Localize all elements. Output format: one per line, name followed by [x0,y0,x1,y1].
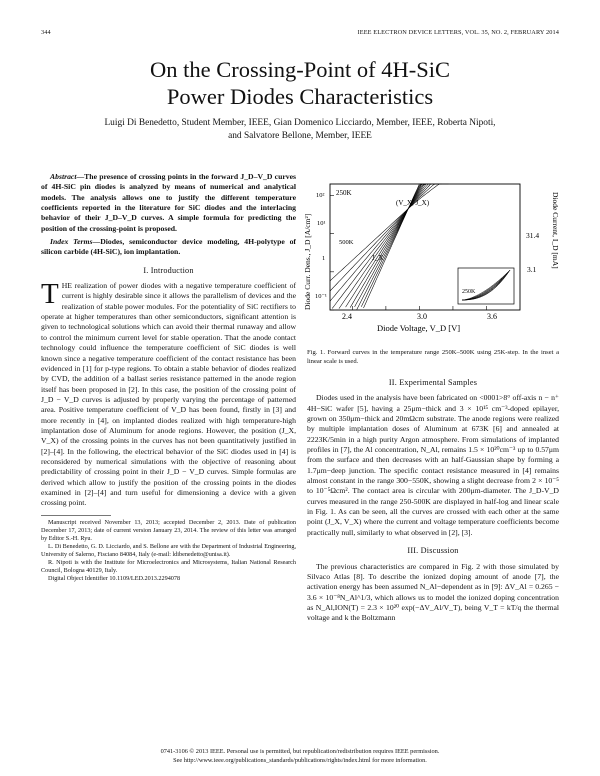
title-line-1: On the Crossing-Point of 4H-SiC [149,57,450,82]
author-list [60,117,540,142]
abstract: Abstract—The presence of crossing points in the forward J_D–V_D curves of 4H-SiC pin diodes is analyzed by means of numerical and analytical models. The analysis allows one to justify the different temperature coefficients reported in the literature for SiC diodes and the interlacing behavior of their J_D–V_D curves. A simple formula for predicting the position of the crossing-point is proposed. [41,172,296,233]
y-axis-label: Diode Curr. Dens., J_D [A/cm²] [303,213,312,310]
figure-1-caption: Fig. 1. Forward curves in the temperature range 250K–500K using 25K-step. In the inset a linear scale is used. [307,349,559,365]
footnotes [41,519,296,584]
y-tick-label: 10² [316,192,325,199]
experimental-paragraph: Diodes used in the analysis have been fabricated on <0001>8° off-axis n − n⁺ 4H−SiC wafer [5], having a 25μm−thick and 3 × 10¹⁵ cm⁻³-doped epilayer, grown on 350μm−thick and 20mΩcm substrate. The anode regions were realized by multiple implantation doses of Aluminum at 673K [6] and annealed at 2223K/5min in a high purity Argon atmosphere. From simulations of implanted profiles in [7], the Al concentration, N_Al, remains 1.5 × 10²⁰cm⁻³ up to 0.57μm from the surface and then decreases with an half-Gaussian shape by forming a 1.7μm−deep junction. The specific contact resistance measured in [4] remains almost constant in the range 300−550K, showing a slight decrease from 2 × 10⁻⁵ to 10⁻⁵Ωcm². The contact area is circular with 200μm-diameter. The J_D-V_D curves measured in the range 250-500K are displayed in half-log and linear scale in Fig. 1. As can be seen, all the curves are crossed with each other at the same point (J_X, V_X) where the current and voltage temperature coefficients become practically null, similarly to what observed in [2], [3]. [307,393,559,537]
copyright-footer [0,748,600,765]
x-axis-label: Diode Voltage, V_D [V] [377,323,461,333]
footnote-affiliation-2: R. Nipoti is with the Institute for Microelectronics and Microsystems, Italian National Research Council, Bologna 40129, Italy. [41,559,296,575]
forward-curves-group [330,184,449,310]
figure-1-chart [303,180,567,342]
right-column [307,370,559,624]
author-line-2: and Salvatore Bellone, Member, IEEE [228,130,372,141]
section-heading-experimental: II. Experimental Samples [388,378,478,387]
abstract-label: Abstract [50,172,77,181]
footnote-received: Manuscript received November 13, 2013; accepted December 2, 2013. Date of publication December 17, 2013; date of current version January 23, 2014. The review of this letter was arranged by Editor S.-H. Ryu. [41,518,296,542]
section-heading-discussion: III. Discussion [407,546,459,556]
footnote-divider [41,515,111,516]
footnote-doi: Digital Object Identifier 10.1109/LED.2013.2294078 [48,575,181,583]
curve-500k [330,184,449,281]
abstract-text: The presence of crossing points in the forward J_D–V_D curves of 4H-SiC pin diodes is analyzed by means of numerical and analytical models. The analysis allows one to justify the different temperature coefficients reported in the literature for SiC diodes and the interlacing behavior of their J_D–V_D curves. A simple formula for predicting the position of the crossing-point is proposed. [41,172,296,233]
y2-tick-label: 31.4 [526,231,540,240]
index-terms-label: Index Terms [50,237,93,247]
label-inset-250k: 250K [462,289,476,295]
footer-line-1: 0741-3106 © 2013 IEEE. Personal use is permitted, but republication/redistribution requires IEEE permission. [160,748,440,755]
intro-text: HE realization of power diodes with a negative temperature coefficient of current is highly desirable since it allows the parallelism of devices and the realization of stable power modules. For the potentiality of SiC rectifiers to operate at higher temperatures than other semiconductors, significant attention is given to technological solutions which can avoid their thermal runaway and allow to control the minimum current level for stable operation. That the anode contact technology could influence the temperature coefficient of SiC diodes is well known since a negative temperature coefficient of the contact resistance has been evidenced in [1] for p-type regions. To obtain a stable behavior of diodes realized by CVD, the addition of a ballast series resistance patterned in the anode region itself has been proposed in [2]. In this case, the position of the crossing point of J_D − V_D curves is adjusted by properly varying the percentage of patterned area. Positive temperature coefficient of V_D has been found, firstly in [3] and more recently in [4], on implanted diodes realized with high temperature-high implantation dose of Aluminum for anode regions. However, the position (J_X, V_X) of the crossing points in the curves has not been quantitatively justified in [2]–[4]. In the following, the electrical behavior of the SiC diodes used in [4] is reconsidered by numerical simulations with the objective of reasoning about predictability of crossing point in their J_D − V_D curves. Simple formulas are derived which allow to justify the position of the crossing points in the diodes examined in [2]–[4] and turn useful for dimensioning a device with a given crossing point. [41,281,296,508]
page-number: 344 [41,29,51,36]
x-tick-label: 3.6 [487,312,497,321]
discussion-paragraph: The previous characteristics are compared in Fig. 2 with those simulated by Silvaco Atlas [8]. To describe the ionized doping amount of anode [7], the activation energy has been assumed N_Al−dependent as in [9]: ΔV_Al = 0.265 − 3.6 × 10⁻⁸N_Al^1/3, which allows us to model the ionized doping concentration as N_Al,ION(T) = 2.3 × 10²⁰ exp(−ΔV_Al/V_T), being V_T = kT/q the thermal voltage and k the Boltzmann [307,561,559,623]
x-tick-label: 3.0 [417,312,427,321]
footer-line-2: See http://www.ieee.org/publications_standards/publications/rights/index.html for more information. [173,756,427,764]
label-500k: 500K [339,239,354,246]
left-column [41,172,296,583]
x-tick-label: 2.4 [342,312,352,321]
y2-tick-label: 3.1 [527,265,537,274]
y-tick-label: 1 [322,255,326,262]
section-heading-intro: I. Introduction [143,265,194,275]
y-tick-label: 10⁻¹ [315,293,327,300]
index-terms: Index Terms—Diodes, semiconductor device modeling, 4H-polytype of silicon carbide (4H-SiC), ion implantation. [41,237,296,257]
title-line-2: Power Diodes Characteristics [166,84,434,109]
index-terms-text: Diodes, semiconductor device modeling, 4H-polytype of silicon carbide (4H-SiC), ion implantation. [41,237,296,257]
author-line-1: Luigi Di Benedetto, Student Member, IEEE, Gian Domenico Licciardo, Member, IEEE, Roberta Nipoti, [104,118,496,128]
inset-frame [458,268,514,304]
label-250k: 250K [336,189,352,197]
intro-paragraph [41,278,296,509]
y2-axis-label: Diode Current, I_D [mA] [551,192,560,269]
jx-label: J_X [372,254,384,262]
running-header: IEEE ELECTRON DEVICE LETTERS, VOL. 35, NO. 2, FEBRUARY 2014 [357,29,559,36]
drop-cap: T [41,278,59,311]
y-tick-label: 10¹ [317,220,326,227]
paper-title [0,56,600,110]
footnote-affiliation-1: L. Di Benedetto, G. D. Licciardo, and S. Bellone are with the Department of Industrial Engineering, University of Salerno, Fisciano 84084, Italy (e-mail: ldibenedetto@unisa.it). [41,542,296,559]
crossing-point-label: (V_X, J_X) [396,199,430,207]
